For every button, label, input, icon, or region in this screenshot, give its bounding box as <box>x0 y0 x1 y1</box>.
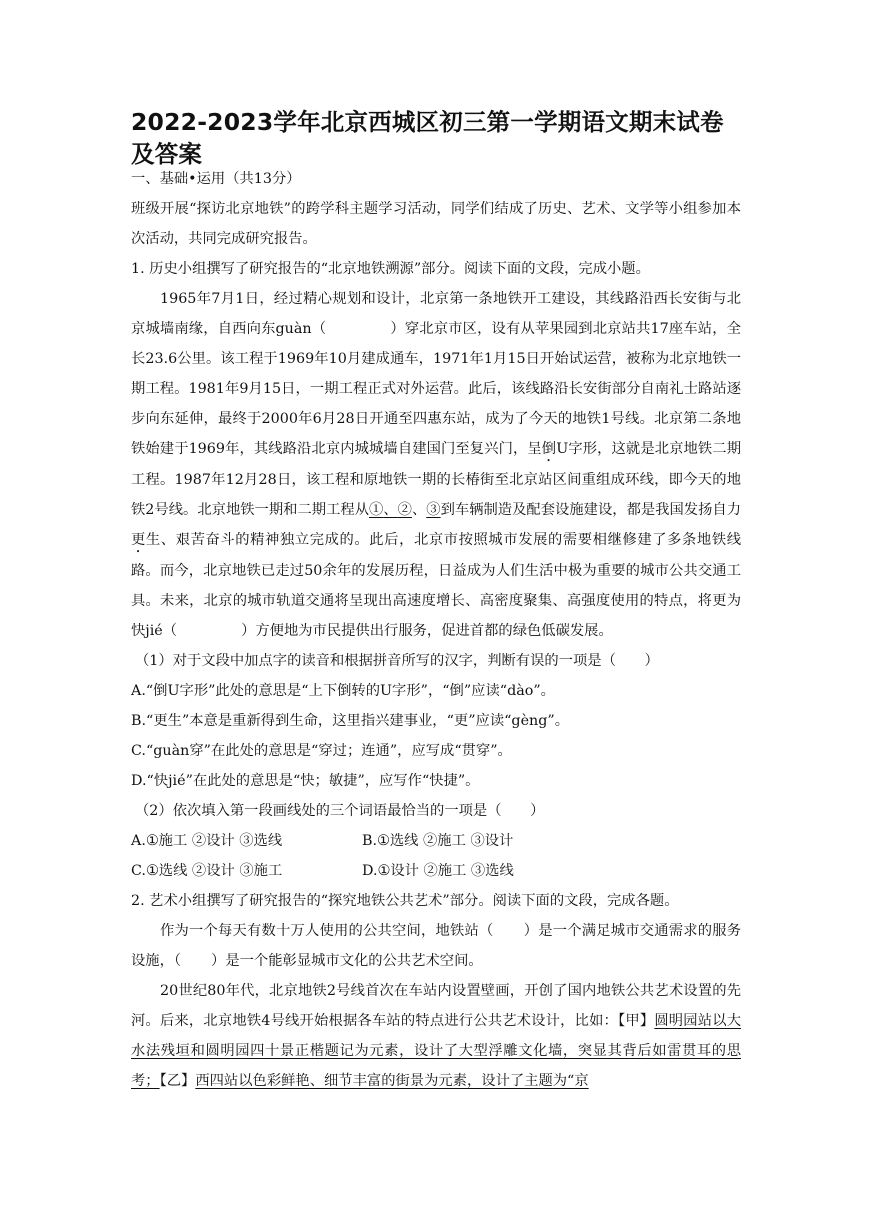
question-1-stem: 1. 历史小组撰写了研究报告的“北京地铁溯源”部分。阅读下面的文段，完成小题。 <box>131 261 650 277</box>
choice-row-2 <box>131 856 741 886</box>
marker-yi: 【乙】 <box>159 1073 196 1089</box>
option-a: A.“倒U字形”此处的意思是“上下倒转的U字形”，“倒”应读“dào”。 <box>131 683 555 699</box>
question-2-passage-1: 作为一个每天有数十万人使用的公共空间，地铁站（ ）是一个满足城市交通需求的服务设施，（ ）是一个能彰显城市文化的公共艺术空间。 <box>131 923 741 969</box>
blank-3: ③ <box>426 502 441 518</box>
option-d: D.“快jié”在此处的意思是“快；敏捷”，应写作“快捷”。 <box>131 773 480 789</box>
choice-row-1 <box>131 826 741 856</box>
activity-intro: 班级开展“探访北京地铁”的跨学科主题学习活动，同学们结成了历史、艺术、文学等小组参加本次活动，共同完成研究报告。 <box>131 201 741 247</box>
choice-b: B.①选线 ②施工 ③设计 <box>362 833 514 849</box>
option-b: B.“更生”本意是重新得到生命，这里指兴建事业，“更”应读“gèng”。 <box>131 713 569 729</box>
underlined-sentence-jia: 圆明园站以大水法残垣和圆明园四十景正楷题记为元素，设计了大型浮雕文化墙，突显其背后如雷贯耳的思考； <box>131 1013 742 1089</box>
marker-jia: 【甲】 <box>618 1013 655 1029</box>
sub-question-2: （2）依次填入第一段画线处的三个词语最恰当的一项是（ ） <box>135 803 545 819</box>
dotted-char-dao: 倒 <box>541 441 557 457</box>
blank-1: ① <box>369 502 384 518</box>
exam-content <box>131 164 741 1096</box>
question-2-passage-2: 20世纪80年代，北京地铁2号线首次在车站内设置壁画，开创了国内地铁公共艺术设置的先河。后来，北京地铁4号线开始根据各车站的特点进行公共艺术设计，比如：【甲】圆明园站以大水法残垣和圆明园四十景正楷题记为元素，设计了大型浮雕文化墙，突显其背后如雷贯耳的思考；【乙】西四站以色彩鲜艳、细节丰富的街景为元素，设计了主题为“京 <box>131 983 742 1089</box>
choice-d: D.①设计 ②施工 ③选线 <box>362 863 514 879</box>
section-heading: 一、基础•运用（共13分） <box>131 171 301 187</box>
underlined-sentence-yi: 西四站以色彩鲜艳、细节丰富的街景为元素，设计了主题为“京 <box>195 1073 589 1089</box>
option-c: C.“guàn穿”在此处的意思是“穿过；连通”，应写成“贯穿”。 <box>131 743 512 759</box>
page-title: 2022-2023学年北京西城区初三第一学期语文期末试卷及答案 <box>131 108 724 168</box>
choice-a: A.①施工 ②设计 ③选线 <box>131 833 283 849</box>
choice-c: C.①选线 ②设计 ③施工 <box>131 863 283 879</box>
dotted-char-geng: 更 <box>131 532 146 548</box>
question-2-stem: 2. 艺术小组撰写了研究报告的“探究地铁公共艺术”部分。阅读下面的文段，完成各题。 <box>131 893 679 909</box>
sub-question-1: （1）对于文段中加点字的读音和根据拼音所写的汉字，判断有误的一项是（ ） <box>135 653 659 669</box>
blank-2: ② <box>397 502 412 518</box>
question-1-passage: 1965年7月1日，经过精心规划和设计，北京第一条地铁开工建设，其线路沿西长安街与北京城墙南缘，自西向东guàn（ ）穿北京市区，设有从苹果园到北京站共17座车站，全长23.6公里。该工程于1969年10月建成通车，1971年1月15日开始试运营，被称为北京地铁一期工程。1981年9月15日，一期工程正式对外运营。此后，该线路沿长安街部分自南礼士路站逐步向东延伸，最终于2000年6月28日开通至四惠东站，成为了今天的地铁1号线。北京第二条地铁始建于1969年，其线路沿北京内城城墙自建国门至复兴门，呈倒U字形，这就是北京地铁二期工程。1987年12月28日，该工程和原地铁一期的长椿街至北京站区间重组成环线，即今天的地铁2号线。北京地铁一期和二期工程从①、②、③到车辆制造及配套设施建设，都是我国发扬自力更生、艰苦奋斗的精神独立完成的。此后，北京市按照城市发展的需要相继修建了多条地铁线路。而今，北京地铁已走过50余年的发展历程，日益成为人们生活中极为重要的城市公共交通工具。未来，北京的城市轨道交通将呈现出高速度增长、高密度聚集、高强度使用的特点，将更为快jié（ ）方便地为市民提供出行服务，促进首都的绿色低碳发展。 <box>131 291 742 639</box>
